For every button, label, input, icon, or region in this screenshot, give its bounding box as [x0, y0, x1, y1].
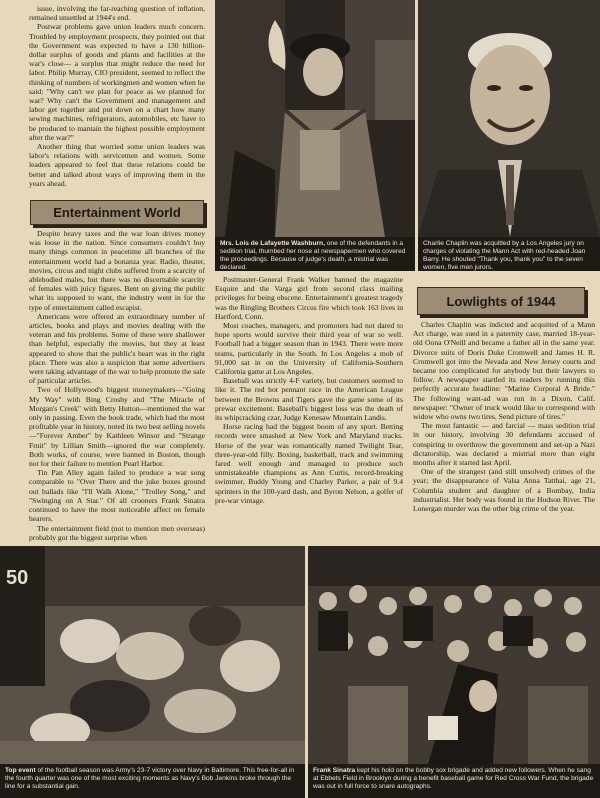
heading-text: Entertainment World — [53, 205, 181, 220]
caption-washburn — [215, 237, 415, 271]
paragraph: Charles Chaplin was indicted and acquitted of a Mann Act charge, was sued in a paternity case, married 18-year-old Oona O'Neill and became a father all in the same year. Divorce suits of Doris Duke Cromwell and James H. R. Cromwell got into the Nevada and New Jersey courts and became too complicated for anybody but their lawyers to follow. A newspaper startled its readers by running this perfectly accurate headline: "Marine Corporal A Bride." The following want-ad was run in a Dixon, Calif. newspaper: "Owner of truck would like to correspond with widow who owns two tires. Send picture of tires." — [413, 320, 595, 422]
paragraph: Two of Hollywood's biggest moneymakers—"Going My Way" with Bing Crosby and "The Miracle of Morgan's Creek" with Betty Hutton—mentioned the war only in passing. Even the book trade, which had the most profitable year in history, noted its two best selling novels—"Forever Amber" by Kathleen Winsor and "Strange Fruit" by Lillian Smith—ignored the war completely. Both works, of course, were banned in Boston, though not for their failure to mention Pearl Harbor. — [29, 385, 205, 469]
paragraph: Most coaches, managers, and promoters had not dared to hope sports would survive their third year of war so well. Football had a bigger season than in 1943. There were more teams, particularly in the South. In Los Angeles a mob of 91,000 sat in on the University of California-Southern California game at Los Angeles. — [215, 321, 403, 377]
paragraph: One of the strangest (and still unsolved) crimes of the year; the disappearance of Valsa Anna Tatthai, age 21, Columbia student and daughter of a Bombay, India industrialist. Her body was found in the Hudson River. The Lonergan murder was the other big crime of the year. — [413, 467, 595, 514]
caption-text: one of the defendants in a sedition trial, thumbed her nose at newspapermen who covered the proceedings. Because of judge's death, a mistrial was declared. — [220, 240, 406, 271]
photo-football — [0, 546, 305, 764]
text-column-entertainment — [29, 229, 205, 543]
heading-entertainment-world — [30, 200, 204, 225]
paragraph: Another thing that worried some union leaders was labor's relations with servicemen and women. Some leaders appeared to feel that these relations could be better and talked about ways of improving them in the years ahead. — [29, 142, 205, 188]
chaplin-photo-illustration — [418, 0, 600, 237]
caption-chaplin — [418, 237, 600, 271]
caption-lead: Top event — [5, 767, 36, 774]
heading-lowlights — [417, 287, 585, 315]
photo-washburn — [215, 0, 415, 237]
caption-text: kept his hold on the bobby sox brigade and added new followers. When he sang at Ebbets Field in Brooklyn during a benefit baseball game for Red Cross War Fund, the brigade was out in full force to snare autographs. — [313, 767, 594, 791]
text-column-sports — [215, 275, 403, 543]
caption-football — [0, 764, 305, 798]
paragraph: Tin Pan Alley again failed to produce a war song comparable to "Over There and the juke boxes ground out ballads like "I'll Walk Alone," "Trolley Song," and "Swinging on A Star." Of all crooners Frank Sinatra continued to have the most noticeable affect on female hearers. — [29, 468, 205, 524]
photo-chaplin — [418, 0, 600, 237]
washburn-photo-illustration — [215, 0, 415, 237]
paragraph: Postwar problems gave union leaders much concern. Troubled by employment prospects, they pointed out that the Government was expected to have a 130 billion-dollar surplus of goods and plants and facilities at the war's close— a surplus that might reduce the need for labor. Philip Murray, CIO president, seemed to reflect the thinking of numbers of workingmen and women when he said: "Why can't we plan for peace as we planned for war? Why can't the Government and management and labor get together and put down on a chart how many sewing machines, refrigerators, automobiles, etc have to be produced to mantain the highest possible employment after the war?" — [29, 22, 205, 142]
text-column-labor — [29, 4, 205, 196]
paragraph: The most fantastic — and farcial — mass sedition trial in our history, involving 30 defendants accused of conspiring to overthrow the government and set-up a Nazi dictatorship, was declared a mistrial more than eight months after it started last April. — [413, 421, 595, 468]
caption-sinatra — [308, 764, 600, 798]
photo-sinatra — [308, 546, 600, 764]
caption-text: Charlie Chaplin was acquitted by a Los Angeles jury on charges of violating the Mann Act with red-headed Joan Barry. He shouted "Thank you, thank you" to the seven women, five men jurors. — [423, 240, 586, 271]
text-column-lowlights — [413, 320, 595, 542]
heading-text: Lowlights of 1944 — [446, 293, 556, 309]
sinatra-photo-illustration — [308, 546, 600, 764]
paragraph: issue, involving the far-reaching question of inflation, remained unsettled at 1944's end. — [29, 4, 205, 23]
jersey-number: 50 — [6, 567, 29, 589]
caption-text: of the football season was Army's 23-7 victory over Navy in Baltimore. This free-for-all in the fourth quarter was one of the most exciting moments as Navy's Bob Jenkins broke through the line for a substantial gain. — [5, 767, 295, 791]
paragraph: Americans were offered an extraordinary number of articles, books and plays and movies dealing with the veteran and his problems. Some of these were shallower than helpful, especially the movies, but they at least appeared to show that the public's heart was in the right place. There was also a suspicion that some advertisers were taking advantage of the war to help promote the sale of particular articles. — [29, 311, 205, 386]
paragraph: Postmaster-General Frank Walker banned the magazine Esquire and the Varga girl from second class mailing privileges for being obscene. Entertainment's greatest tragedy was the Ringling Brothers Circus fire which took 163 lives in Hartford, Conn. — [215, 275, 403, 321]
paragraph: Baseball was strictly 4-F variety, but customers seemed to like it. The red hot pennant race in the American League between the Browns and Tigers gave the game some of its prewar excitement. Baseball's biggest loss was the death of its whipcracking czar, Judge Kenesaw Mountain Landis. — [215, 376, 403, 423]
paragraph: Horse racing had the biggest boom of any sport. Betting records were smashed at New York and Maryland tracks. Horse of the year was romantically named Twilight Tear, three-year-old filly. Boxing, basketball, track and swimming fared well enough and managed to produce such unmistakeable champions as Ann Curtis, record-breaking swimmer, Buddy Young and Charley Parker, a pair of 9.4 sprinters in the 100-yard dash, and Byron Nelson, a golfer of pre-war vintage. — [215, 422, 403, 505]
paragraph: The entertainment field (not to mention men overseas) probably got the biggest surprise when — [29, 523, 205, 542]
caption-lead: Mrs. Lois de Lafayette Washburn, — [220, 240, 325, 247]
paragraph: Despite heavy taxes and the war loan drives money was loose in the nation. Since consumers couldn't buy many things common in peacetime all branches of the entertainment world had a bonanza year. Radio, theater, movies, circus and night clubs suffered from a scarcity of ablebodied males, but there was no discernable scarcity of females with juicy figures. Bent on giving the public what its supposed to want, the industry went in for the type of entertainment called escapist. — [29, 229, 205, 312]
caption-lead: Frank Sinatra — [313, 767, 356, 774]
football-photo-illustration — [0, 546, 305, 764]
